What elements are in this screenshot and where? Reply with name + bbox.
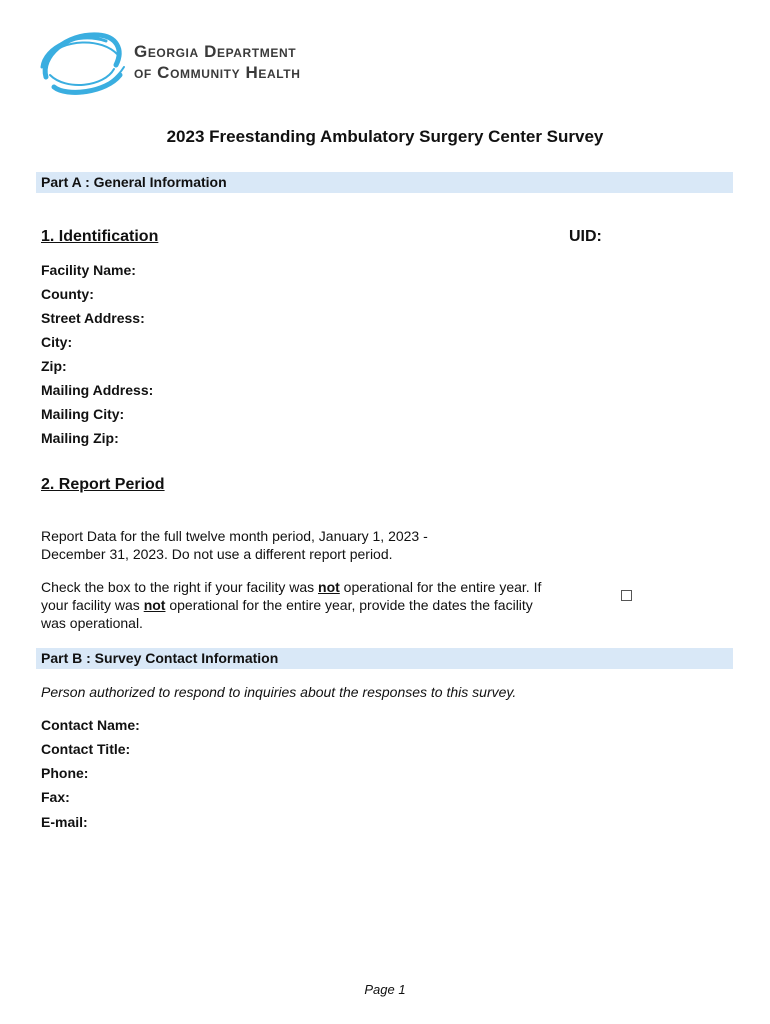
not-emphasis: not (143, 597, 166, 613)
part-a-label: Part A : General Information (41, 174, 227, 190)
page-number: Page 1 (364, 982, 406, 997)
part-b-intro: Person authorized to respond to inquiries about the responses to this survey. (41, 684, 517, 700)
fax-label: Fax: (41, 789, 70, 805)
facility-name-label: Facility Name: (41, 262, 136, 278)
part-b-label: Part B : Survey Contact Information (41, 650, 279, 666)
org-name-line2: of Community Health (134, 63, 301, 82)
uid-label: UID: (569, 228, 602, 245)
org-name-line1: Georgia Department (134, 42, 297, 61)
not-operational-text-line3: was operational. (41, 615, 143, 631)
not-operational-checkbox[interactable] (621, 590, 632, 601)
not-emphasis: not (318, 579, 340, 595)
mailing-zip-label: Mailing Zip: (41, 430, 119, 446)
zip-label: Zip: (41, 358, 67, 374)
mailing-city-label: Mailing City: (41, 406, 125, 422)
contact-name-label: Contact Name: (41, 717, 140, 733)
identification-heading: 1. Identification (41, 228, 159, 245)
email-label: E-mail: (41, 814, 88, 830)
street-address-label: Street Address: (41, 310, 145, 326)
report-period-heading: 2. Report Period (41, 476, 165, 493)
dch-logo-icon (36, 27, 128, 99)
city-label: City: (41, 334, 73, 350)
not-operational-text-line1: Check the box to the right if your facility was not operational for the entire year. If (41, 579, 542, 595)
phone-label: Phone: (41, 765, 89, 781)
survey-title: 2023 Freestanding Ambulatory Surgery Center Survey (166, 127, 604, 146)
not-operational-text-line2: your facility was not operational for the entire year, provide the dates the facility (41, 597, 533, 613)
mailing-address-label: Mailing Address: (41, 382, 154, 398)
report-period-text-line1: Report Data for the full twelve month period, January 1, 2023 - (41, 528, 428, 544)
county-label: County: (41, 286, 94, 302)
report-period-text-line2: December 31, 2023. Do not use a different report period. (41, 546, 393, 562)
contact-title-label: Contact Title: (41, 741, 131, 757)
